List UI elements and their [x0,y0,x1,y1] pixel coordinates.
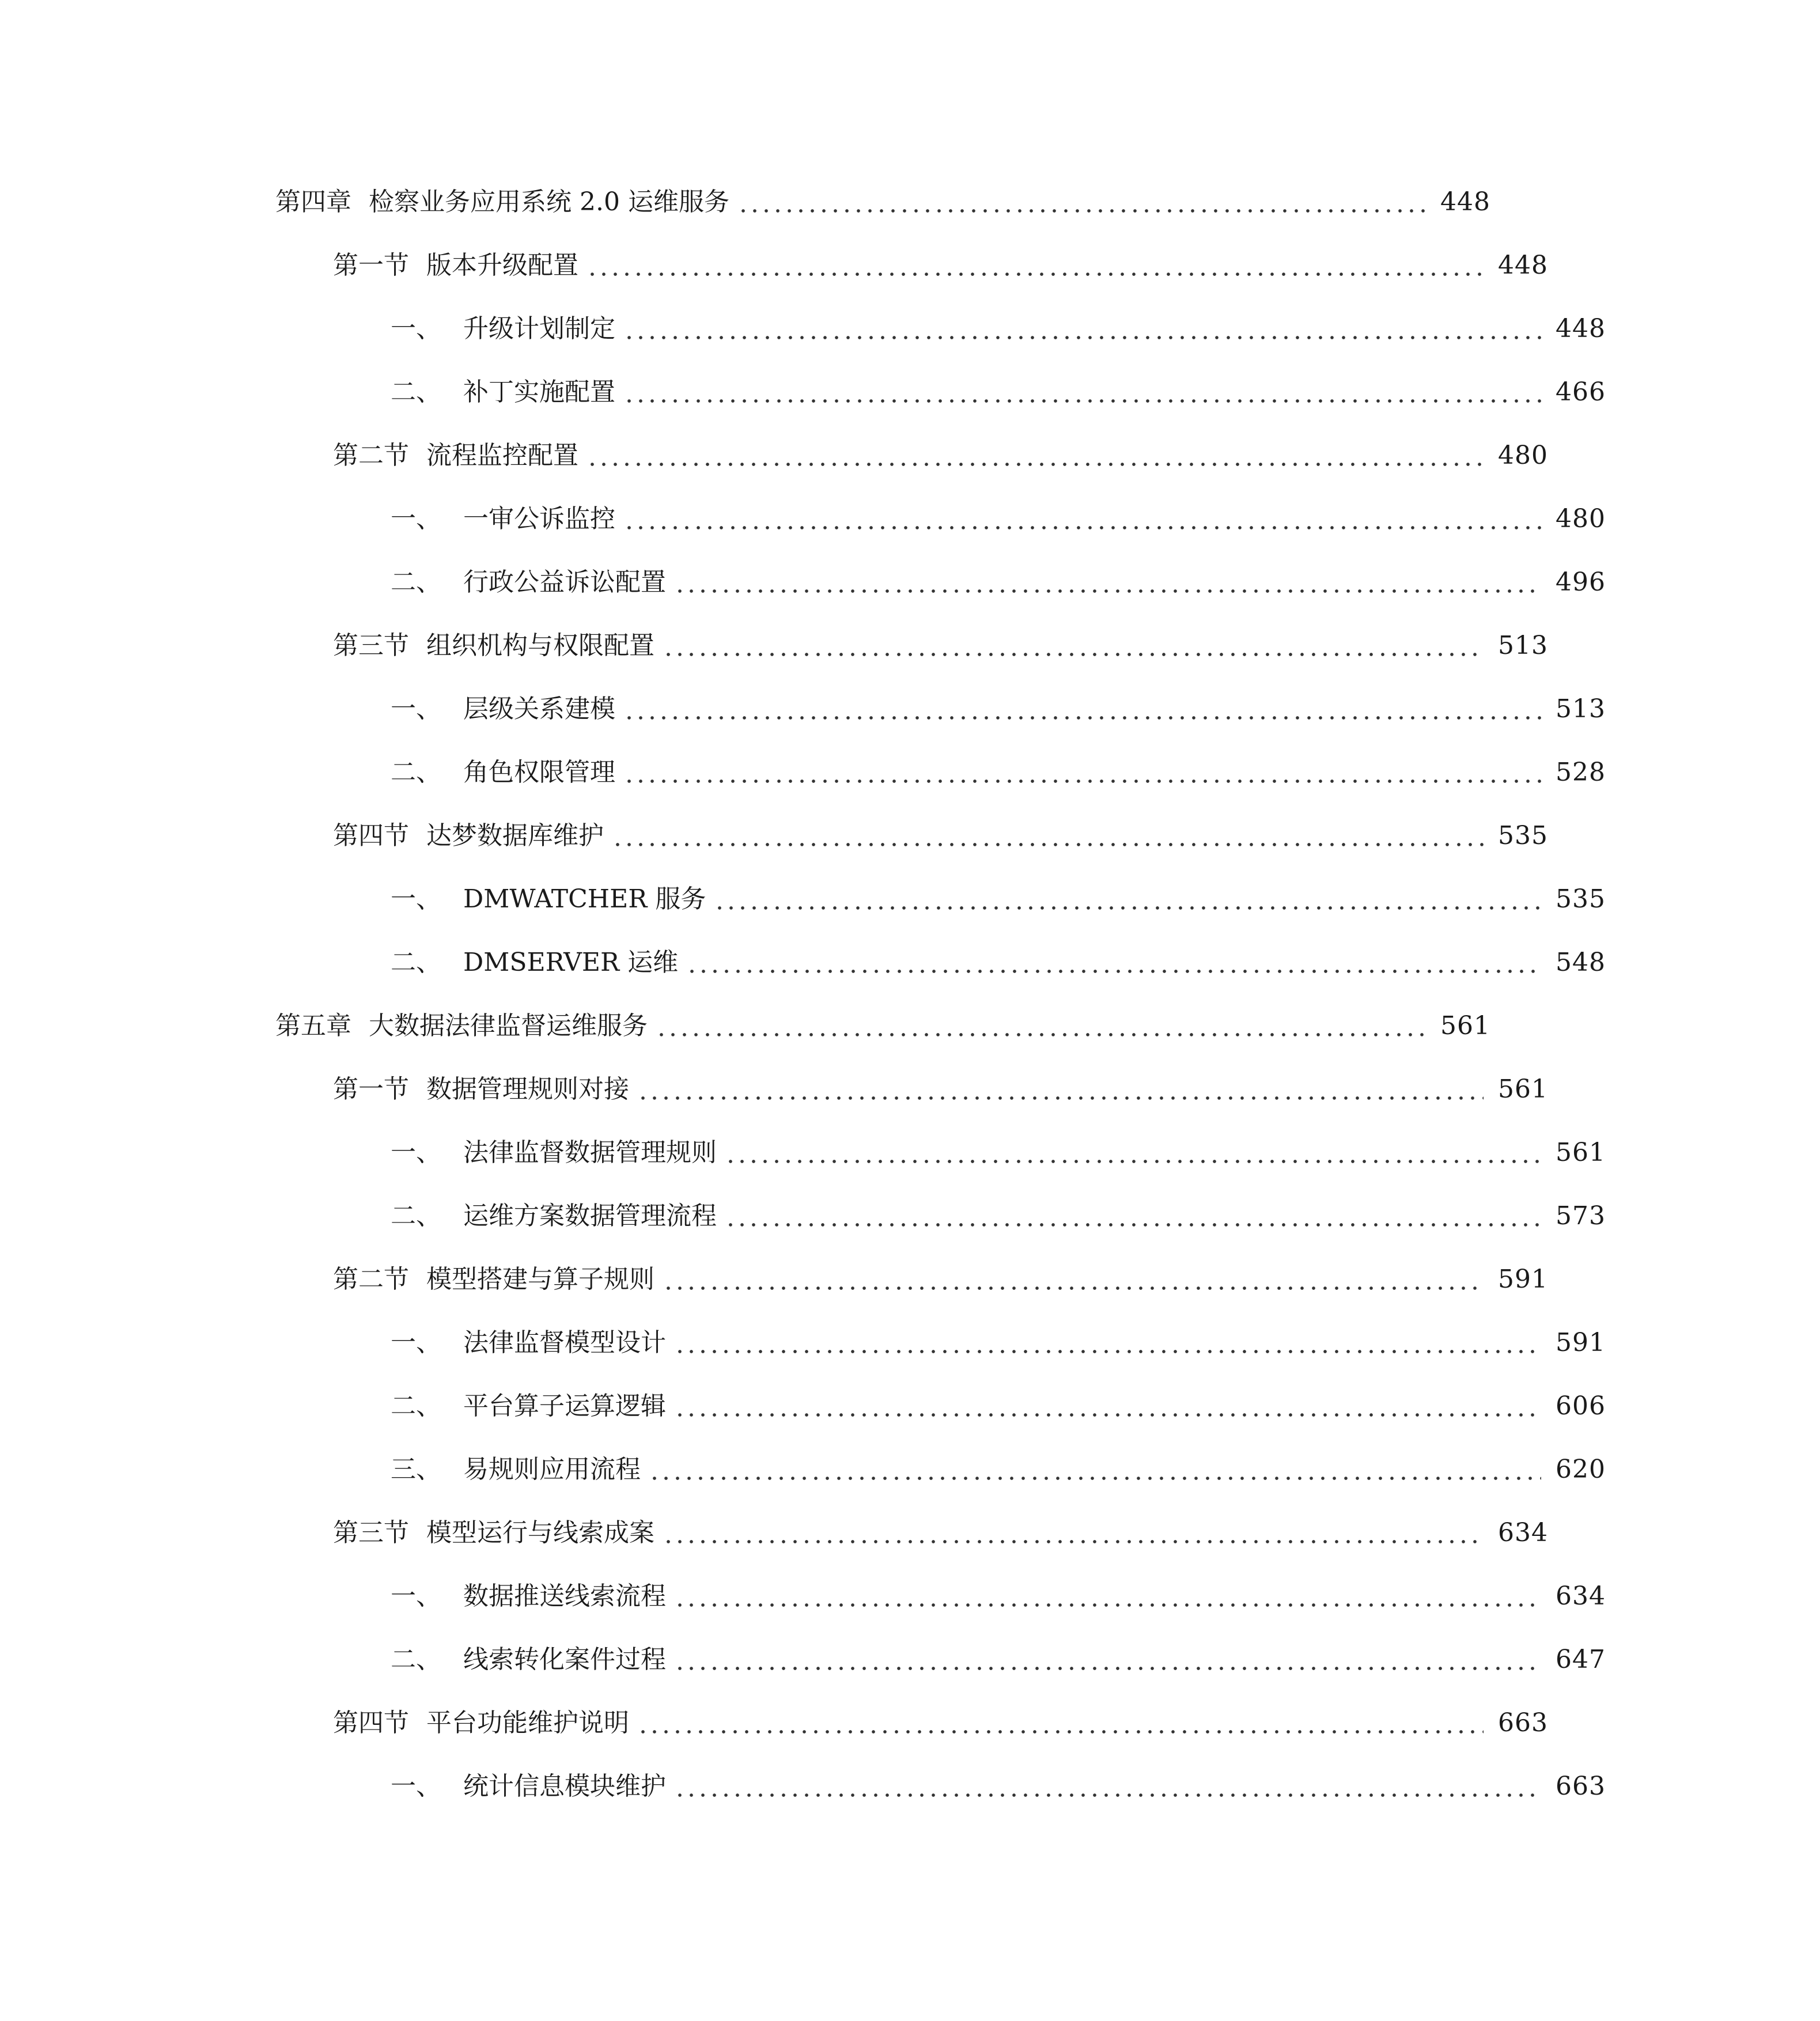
toc-entry-section[interactable] [0,816,1762,856]
toc-section-number: 第三节 [333,631,409,660]
toc-entry-subsection[interactable] [0,1449,1820,1490]
toc-subsection-number: 二、 [391,1645,441,1674]
toc-title: 统计信息模块维护 [463,1772,666,1801]
toc-dot-leader [623,689,1541,729]
toc-entry-subsection[interactable] [0,1576,1820,1617]
toc-page-number: 561 [1440,1011,1490,1040]
toc-title: 升级计划制定 [463,314,615,343]
toc-section-number: 第四节 [333,1708,409,1738]
toc-dot-leader [623,372,1541,412]
toc-subsection-number: 一、 [391,1772,441,1801]
toc-page-number: 606 [1556,1391,1606,1421]
toc-dot-leader [725,1133,1541,1173]
toc-subsection-number: 二、 [391,377,441,407]
toc-entry-section[interactable] [0,626,1762,666]
toc-title: 层级关系建模 [463,694,615,724]
toc-title: 平台功能维护说明 [426,1708,629,1738]
toc-dot-leader [637,1069,1484,1110]
toc-entry-section[interactable] [0,1513,1762,1553]
toc-page-number: 647 [1556,1645,1606,1674]
toc-entry-section[interactable] [0,245,1762,286]
toc-subsection-number: 一、 [391,884,441,914]
toc-title: 达梦数据库维护 [426,821,604,850]
toc-dot-leader [674,1323,1541,1363]
toc-page-number: 513 [1556,694,1606,724]
toc-title: 易规则应用流程 [463,1455,641,1484]
toc-page-number: 480 [1498,441,1548,470]
toc-dot-leader [737,182,1426,222]
toc-section-number: 第一节 [333,1074,409,1104]
toc-subsection-number: 一、 [391,504,441,533]
toc-title: 一审公诉监控 [463,504,615,533]
toc-dot-leader [674,1640,1541,1680]
toc-dot-leader [663,626,1484,666]
toc-entry-subsection[interactable] [0,879,1820,919]
toc-title: 线索转化案件过程 [463,1645,666,1674]
toc-dot-leader [623,499,1541,539]
toc-entry-chapter-4[interactable] [0,182,1705,222]
toc-title: 模型搭建与算子规则 [426,1265,654,1294]
toc-page-number: 561 [1498,1074,1548,1104]
toc-subsection-number: 一、 [391,1138,441,1167]
toc-entry-chapter-5[interactable] [0,1006,1705,1046]
toc-title: 版本升级配置 [426,251,578,280]
toc-page-number: 663 [1556,1772,1606,1801]
toc-subsection-number: 一、 [391,314,441,343]
toc-entry-subsection[interactable] [0,562,1820,603]
toc-subsection-number: 二、 [391,567,441,597]
toc-subsection-number: 二、 [391,758,441,787]
toc-entry-subsection[interactable] [0,1640,1820,1680]
toc-entry-subsection[interactable] [0,752,1820,793]
toc-entry-section[interactable] [0,1069,1762,1110]
toc-page-number: 528 [1556,758,1606,787]
toc-dot-leader [686,943,1541,983]
toc-section-number: 第二节 [333,441,409,470]
toc-page-number: 448 [1556,314,1606,343]
toc-dot-leader [637,1703,1484,1743]
toc-entry-subsection[interactable] [0,1323,1820,1363]
toc-title: 行政公益诉讼配置 [463,567,666,597]
toc-title: 组织机构与权限配置 [426,631,654,660]
toc-entry-section[interactable] [0,1703,1762,1743]
toc-page-number: 561 [1556,1138,1606,1167]
toc-dot-leader [674,562,1541,603]
toc-entry-subsection[interactable] [0,1196,1820,1236]
toc-dot-leader [623,309,1541,349]
toc-entry-section[interactable] [0,436,1762,476]
toc-chapter-number: 第四章 [275,187,351,217]
toc-dot-leader [612,816,1484,856]
toc-page-number: 535 [1556,884,1606,914]
toc-dot-leader [587,436,1484,476]
toc-subsection-number: 三、 [391,1455,441,1484]
toc-section-number: 第二节 [333,1265,409,1294]
toc-page-number: 620 [1556,1455,1606,1484]
toc-entry-subsection[interactable] [0,943,1820,983]
toc-page-number: 448 [1498,251,1548,280]
toc-page-number: 634 [1556,1581,1606,1611]
toc-subsection-number: 二、 [391,948,441,977]
toc-page-number: 496 [1556,567,1606,597]
toc-title: 法律监督数据管理规则 [463,1138,717,1167]
toc-entry-subsection[interactable] [0,372,1820,412]
toc-entry-subsection[interactable] [0,499,1820,539]
toc-dot-leader [725,1196,1541,1236]
toc-entry-subsection[interactable] [0,309,1820,349]
toc-dot-leader [663,1513,1484,1553]
toc-title: 模型运行与线索成案 [426,1518,654,1547]
toc-dot-leader [623,752,1541,793]
toc-section-number: 第四节 [333,821,409,850]
toc-title: 平台算子运算逻辑 [463,1391,666,1421]
toc-title: 数据管理规则对接 [426,1074,629,1104]
toc-page-number: 634 [1498,1518,1548,1547]
toc-page-number: 480 [1556,504,1606,533]
toc-title: 角色权限管理 [463,758,615,787]
toc-page-number: 573 [1556,1201,1606,1231]
toc-dot-leader [587,245,1484,286]
toc-section-number: 第一节 [333,251,409,280]
toc-title: DMSERVER 运维 [463,948,679,977]
toc-subsection-number: 一、 [391,1581,441,1611]
toc-page-number: 466 [1556,377,1606,407]
toc-page-number: 663 [1498,1708,1548,1738]
toc-title: DMWATCHER 服务 [463,884,706,914]
toc-section-number: 第三节 [333,1518,409,1547]
toc-page-number: 513 [1498,631,1548,660]
toc-title: 运维方案数据管理流程 [463,1201,717,1231]
toc-subsection-number: 一、 [391,694,441,724]
toc-entry-subsection[interactable] [0,689,1820,729]
toc-dot-leader [714,879,1541,919]
toc-entry-subsection[interactable] [0,1386,1820,1426]
toc-dot-leader [649,1449,1541,1490]
toc-dot-leader [674,1576,1541,1617]
toc-dot-leader [663,1259,1484,1300]
toc-chapter-number: 第五章 [275,1011,351,1040]
toc-page-number: 548 [1556,948,1606,977]
toc-entry-section[interactable] [0,1259,1762,1300]
toc-entry-subsection[interactable] [0,1766,1820,1807]
toc-page-number: 591 [1498,1265,1548,1294]
toc-dot-leader [674,1386,1541,1426]
toc-subsection-number: 一、 [391,1328,441,1357]
toc-title: 补丁实施配置 [463,377,615,407]
toc-page-number: 591 [1556,1328,1606,1357]
toc-title: 法律监督模型设计 [463,1328,666,1357]
toc-title: 流程监控配置 [426,441,578,470]
toc-subsection-number: 二、 [391,1201,441,1231]
toc-page-number: 535 [1498,821,1548,850]
toc-title: 数据推送线索流程 [463,1581,666,1611]
toc-dot-leader [656,1006,1426,1046]
toc-dot-leader [674,1766,1541,1807]
toc-entry-subsection[interactable] [0,1133,1820,1173]
toc-subsection-number: 二、 [391,1391,441,1421]
toc-title: 检察业务应用系统 2.0 运维服务 [369,187,729,217]
toc-title: 大数据法律监督运维服务 [369,1011,648,1040]
toc-page-number: 448 [1440,187,1490,217]
